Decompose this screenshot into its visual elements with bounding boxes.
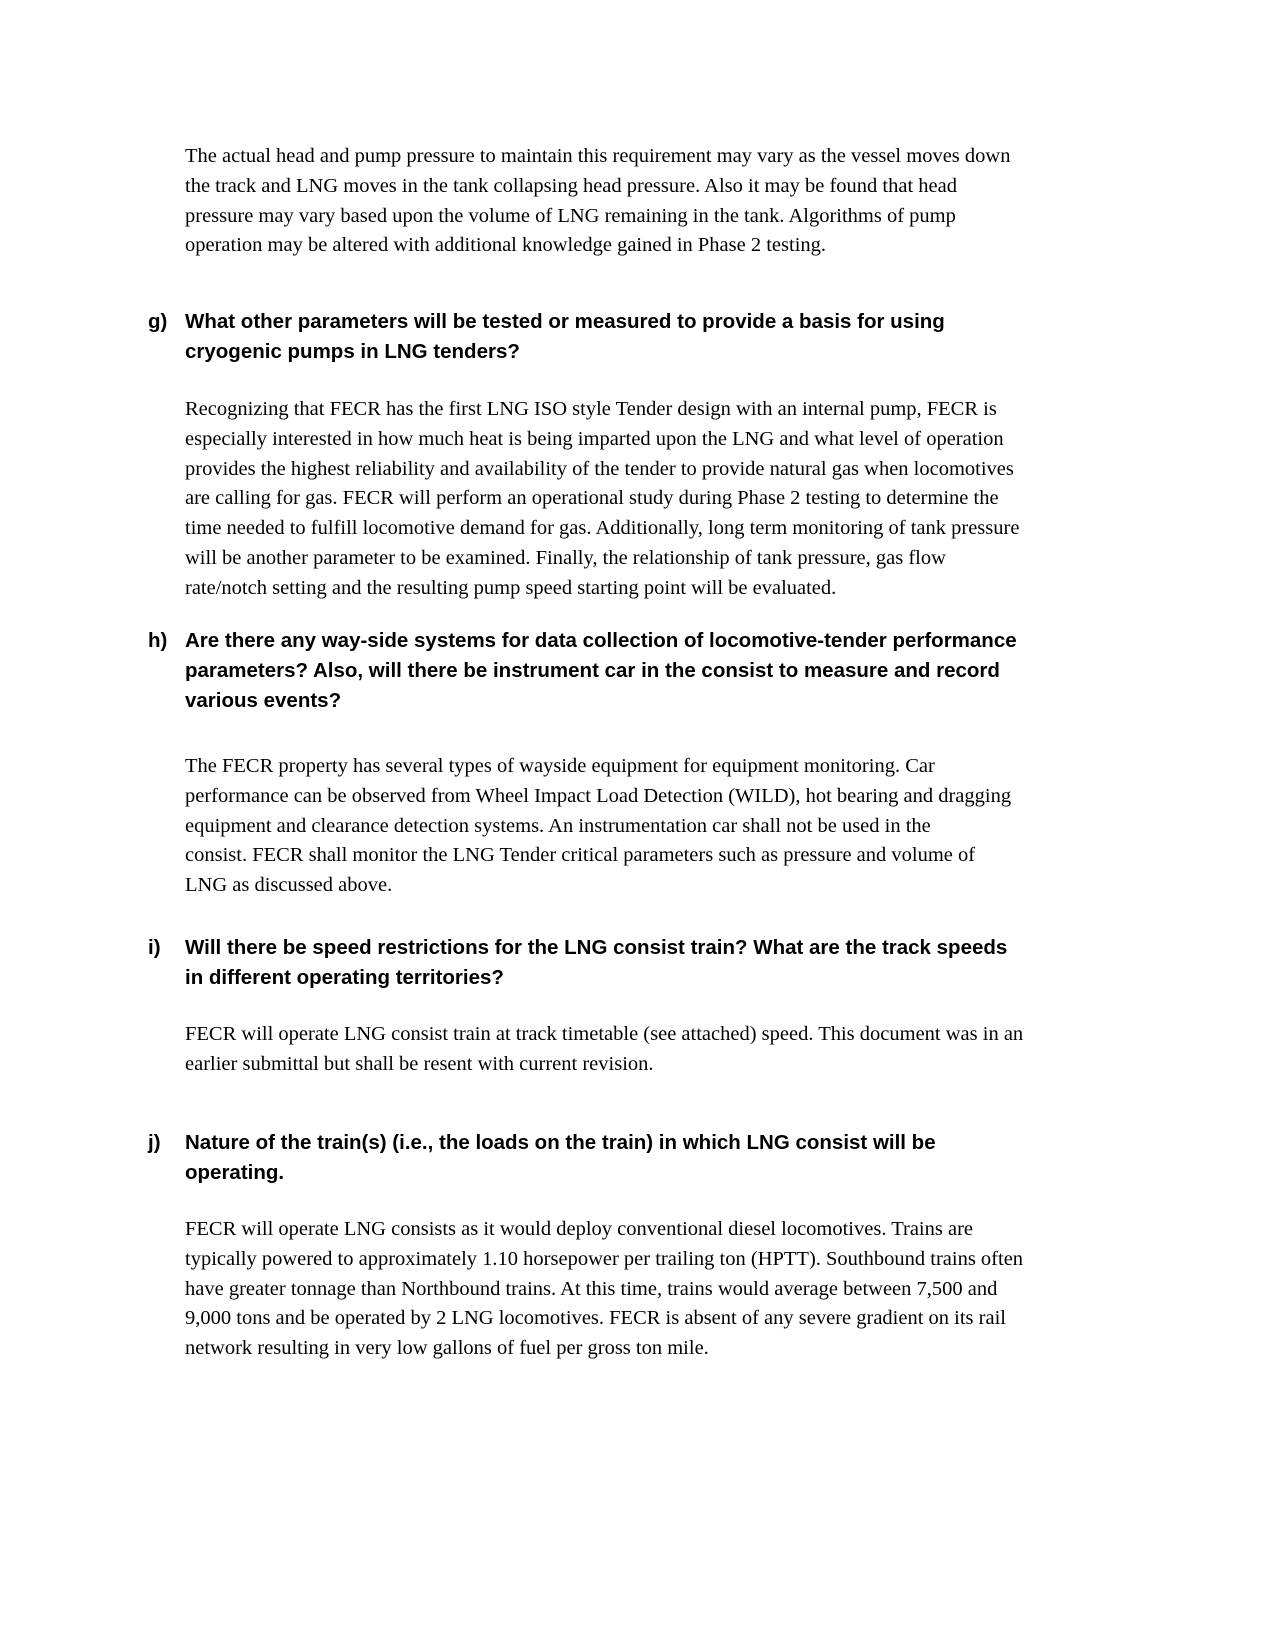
intro-paragraph-block <box>185 142 1130 261</box>
question-letter: j) <box>148 1131 161 1154</box>
question-text: What other parameters will be tested or measured to provide a basis for using cryogenic pumps in LNG tenders? <box>185 310 945 363</box>
answer-i <box>185 1020 1130 1080</box>
answer-text: FECR will operate LNG consists as it would deploy conventional diesel locomotives. Trains are typically powered to approximately 1.10 horsepower per trailing ton (HPTT). Southbound trains often have greater tonnage than Northbound trains. At this time, trains would average between 7,500 and 9,000 tons and be operated by 2 LNG locomotives. FECR is absent of any severe gradient on its rail network resulting in very low gallons of fuel per gross ton mile. <box>185 1218 1024 1360</box>
question-g <box>148 307 1133 367</box>
question-j <box>148 1128 1133 1188</box>
question-text: Will there be speed restrictions for the LNG consist train? What are the track speeds in different operating territories? <box>185 936 1008 989</box>
question-letter: i) <box>148 936 161 959</box>
answer-j <box>185 1215 1130 1364</box>
question-h <box>148 626 1133 715</box>
question-i <box>148 933 1133 993</box>
intro-paragraph: The actual head and pump pressure to maintain this requirement may vary as the vessel moves down the track and LNG moves in the tank collapsing head pressure. Also it may be found that head pressure may vary based upon the volume of LNG remaining in the tank. Algorithms of pump operation may be altered with additional knowledge gained in Phase 2 testing. <box>185 145 1011 257</box>
answer-text: Recognizing that FECR has the first LNG ISO style Tender design with an internal pump, FECR is especially interested in how much heat is being imparted upon the LNG and what level of operation provides the highest reliability and availability of the tender to provide natural gas when locomotives are calling for gas. FECR will perform an operational study during Phase 2 testing to determine the time needed to fulfill locomotive demand for gas. Additionally, long term monitoring of tank pressure will be another parameter to be examined. Finally, the relationship of tank pressure, gas flow rate/notch setting and the resulting pump speed starting point will be evaluated. <box>185 398 1020 599</box>
question-text: Nature of the train(s) (i.e., the loads on the train) in which LNG consist will be operating. <box>185 1131 936 1184</box>
answer-g <box>185 395 1130 604</box>
question-letter: g) <box>148 310 168 333</box>
answer-text: The FECR property has several types of wayside equipment for equipment monitoring. Car performance can be observed from Wheel Impact Load Detection (WILD), hot bearing and dragging equipment and clearance detection systems. An instrumentation car shall not be used in the consist. FECR shall monitor the LNG Tender critical parameters such as pressure and volume of LNG as discussed above. <box>185 755 1012 897</box>
answer-h <box>185 752 1130 901</box>
question-letter: h) <box>148 629 168 652</box>
answer-text: FECR will operate LNG consist train at track timetable (see attached) speed. This document was in an earlier submittal but shall be resent with current revision. <box>185 1023 1024 1075</box>
question-text: Are there any way-side systems for data collection of locomotive-tender performance parameters? Also, will there be instrument car in the consist to measure and record various events? <box>185 629 1017 712</box>
